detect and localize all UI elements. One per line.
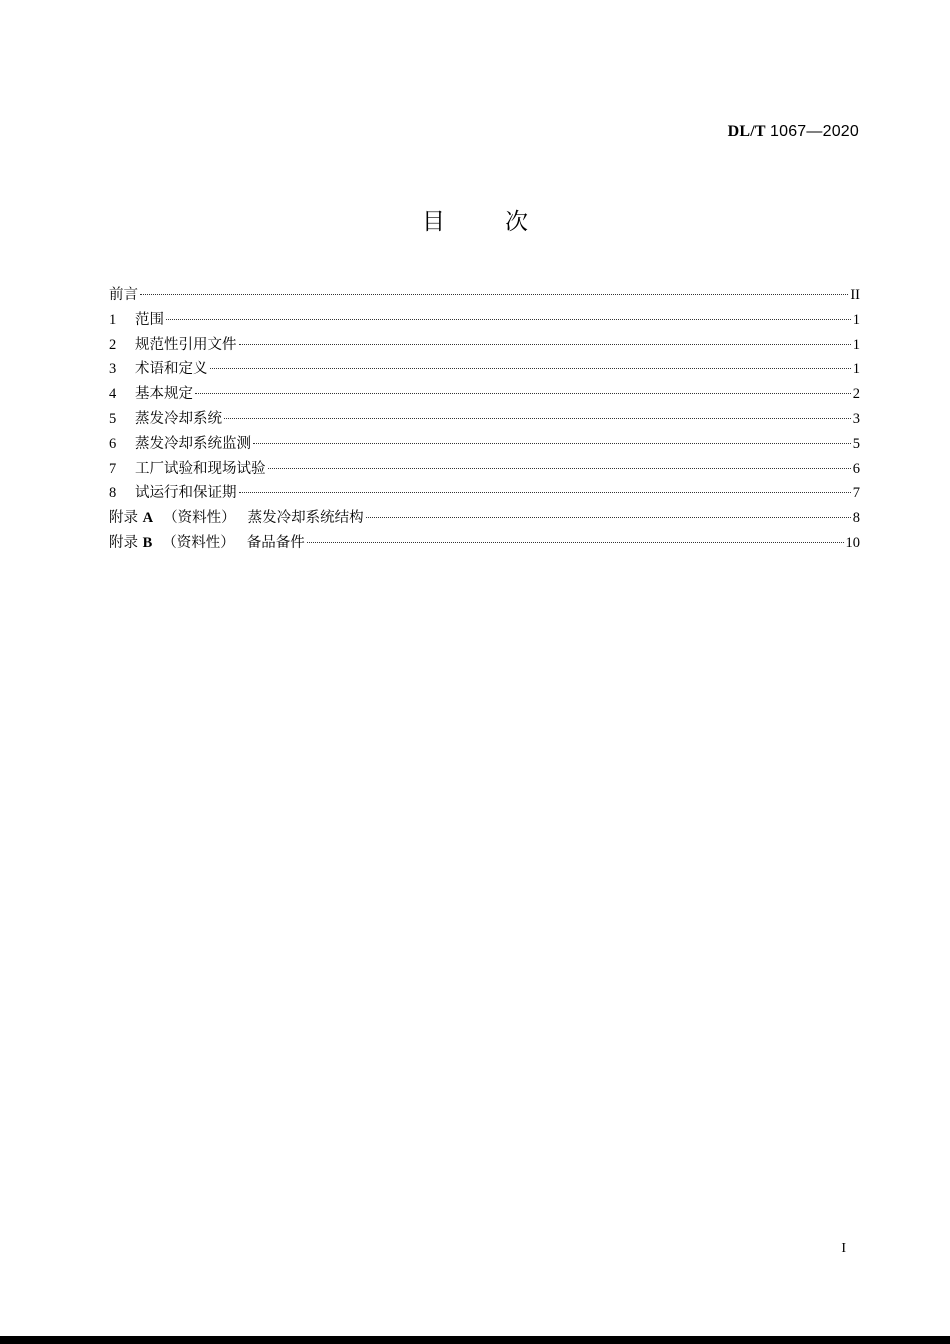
toc-entry-appendix-b[interactable] [109, 531, 860, 556]
toc-entry-title: 范围 [135, 311, 164, 328]
toc-entry-title: 规范性引用文件 [135, 336, 237, 353]
toc-leader-dots [239, 344, 851, 345]
appendix-label [109, 531, 152, 556]
toc-entry-1[interactable] [109, 308, 860, 333]
toc-entry-title: 蒸发冷却系统 [135, 410, 222, 427]
toc-leader-dots [239, 492, 851, 493]
toc-section-number: 7 [109, 460, 117, 477]
toc-entry-title: 试运行和保证期 [135, 485, 237, 502]
toc-entry-title: 前言 [109, 287, 138, 303]
appendix-nature: （资料性） [163, 510, 236, 527]
toc-leader-dots [253, 443, 851, 444]
toc-entry-6[interactable] [109, 432, 860, 457]
page-number: I [841, 1241, 846, 1256]
toc-leader-dots [140, 294, 848, 295]
toc-page-number: 1 [852, 361, 860, 378]
toc-leader-dots [166, 319, 851, 320]
toc-leader-dots [210, 368, 851, 369]
toc-page-number: 6 [852, 460, 860, 477]
toc-page-number: 1 [852, 311, 860, 328]
toc-entry-title: 工厂试验和现场试验 [135, 460, 266, 477]
toc-page-number: II [850, 287, 860, 303]
toc-page-number: 7 [852, 485, 860, 502]
toc-entry-appendix-a[interactable] [109, 506, 860, 531]
toc-page-number: 10 [845, 534, 860, 551]
toc-section-number: 1 [109, 311, 117, 328]
toc-section-number: 2 [109, 336, 117, 353]
toc-entry-title: 备品备件 [246, 534, 305, 551]
toc-entry-4[interactable] [109, 382, 860, 407]
page-bottom-border [0, 1336, 950, 1344]
standard-number: 1067—2020 [770, 123, 859, 140]
standard-prefix: DL/T [727, 123, 766, 140]
toc-leader-dots [224, 418, 851, 419]
toc-entry-3[interactable] [109, 357, 860, 382]
toc-entry-7[interactable] [109, 457, 860, 482]
toc-leader-dots [366, 517, 851, 518]
page-title: 目次 [422, 209, 588, 235]
toc-leader-dots [268, 468, 851, 469]
toc-page-number: 8 [852, 510, 860, 527]
toc-entry-title: 蒸发冷却系统结构 [247, 510, 364, 527]
appendix-label [109, 506, 153, 531]
toc-section-number: 8 [109, 485, 117, 502]
toc-section-number: 3 [109, 361, 117, 378]
toc-entry-title: 术语和定义 [135, 361, 208, 378]
toc-entry-foreword[interactable] [109, 283, 860, 308]
toc-section-number: 4 [109, 386, 117, 403]
toc-page-number: 2 [852, 386, 860, 403]
toc-section-number: 5 [109, 410, 117, 427]
appendix-word: 附录 [109, 510, 138, 527]
appendix-nature: （资料性） [162, 534, 235, 551]
toc-entry-5[interactable] [109, 407, 860, 432]
toc-entry-8[interactable] [109, 481, 860, 506]
appendix-letter: A [142, 510, 154, 527]
appendix-letter: B [142, 534, 153, 551]
toc-section-number: 6 [109, 435, 117, 452]
toc-page-number: 3 [852, 410, 860, 427]
toc-leader-dots [307, 542, 844, 543]
toc-page-number: 5 [852, 435, 860, 452]
appendix-word: 附录 [109, 534, 138, 551]
toc-leader-dots [195, 393, 851, 394]
toc-page-number: 1 [852, 336, 860, 353]
toc-entry-title: 蒸发冷却系统监测 [135, 435, 251, 452]
table-of-contents [109, 283, 860, 556]
standard-code [728, 123, 859, 141]
toc-entry-title: 基本规定 [135, 386, 193, 403]
toc-entry-2[interactable] [109, 333, 860, 358]
